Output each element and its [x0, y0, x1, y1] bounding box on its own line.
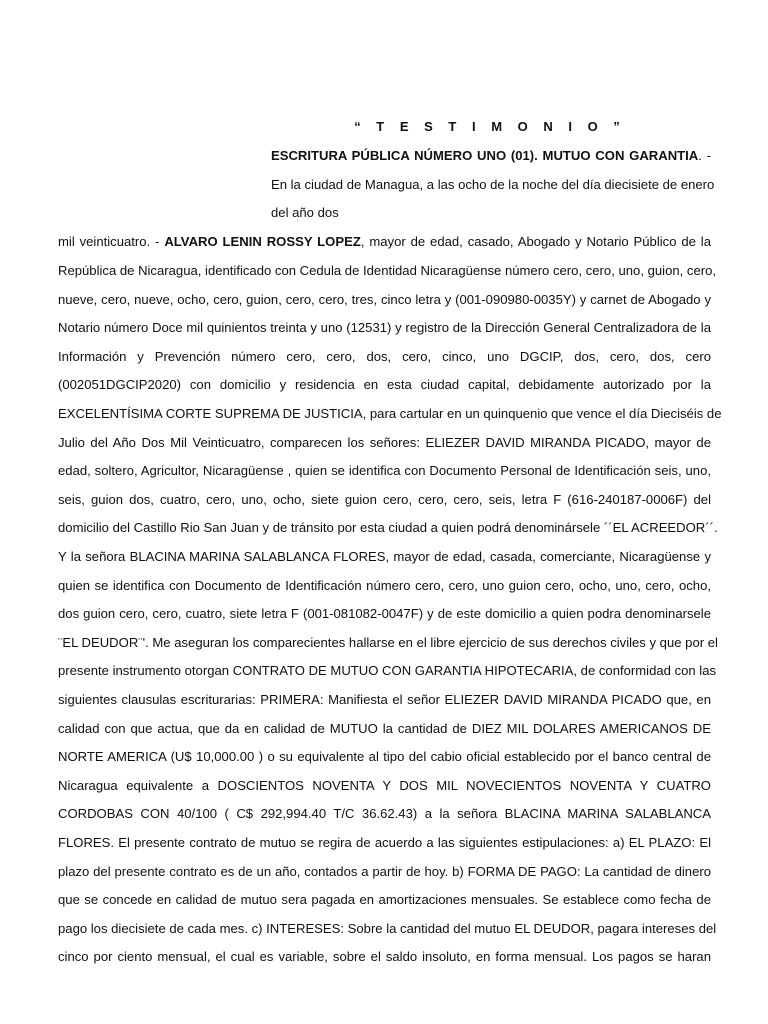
- intro-line: En la ciudad de Managua, a las ocho de la noche del día diecisiete de enero: [271, 177, 715, 192]
- document-title: “ T E S T I M O N I O ”: [354, 119, 626, 134]
- body-line: (002051DGCIP2020) con domicilio y residencia en esta ciudad capital, debidamente autorizado por la: [58, 377, 711, 393]
- body-line: plazo del presente contrato es de un año, contados a partir de hoy. b) FORMA DE PAGO: La cantidad de dinero: [58, 863, 711, 879]
- body-line: que se concede en calidad de mutuo sera pagada en amortizaciones mensuales. Se establece como fecha de: [58, 892, 711, 908]
- body-line: CORDOBAS CON 40/100 ( C$ 292,994.40 T/C 36.62.43) a la señora BLACINA MARINA SALABLANCA: [58, 806, 711, 822]
- body-line: Julio del Año Dos Mil Veinticuatro, comparecen los señores: ELIEZER DAVID MIRANDA PICADO, mayor de: [58, 434, 711, 450]
- body-line: quien se identifica con Documento de Identificación número cero, cero, uno guion cero, ocho, uno, cero, ocho,: [58, 577, 711, 593]
- notary-name: ALVARO LENIN ROSSY LOPEZ: [164, 234, 361, 249]
- body-first-line-rest: , mayor de edad, casado, Abogado y Notario Público de la: [360, 234, 711, 249]
- deed-heading: [271, 148, 711, 164]
- body-line: seis, guion dos, cuatro, cero, uno, ocho, siete guion cero, cero, cero, seis, letra F (616-240187-0006F) del: [58, 491, 711, 507]
- deed-heading-bold: ESCRITURA PÚBLICA NÚMERO UNO (01). MUTUO CON GARANTIA: [271, 148, 699, 163]
- body-line: presente instrumento otorgan CONTRATO DE MUTUO CON GARANTIA HIPOTECARIA, de conformidad con las: [58, 663, 717, 679]
- intro-line: del año dos: [271, 205, 339, 220]
- body-line: NORTE AMERICA (U$ 10,000.00 ) o su equivalente al tipo del cabio oficial establecido por el banco central de: [58, 749, 711, 765]
- body-first-line: [58, 234, 711, 250]
- body-line: cinco por ciento mensual, el cual es variable, sobre el saldo insoluto, en forma mensual. Los pagos se haran: [58, 949, 711, 965]
- body-line: pago los diecisiete de cada mes. c) INTERESES: Sobre la cantidad del mutuo EL DEUDOR, pagara intereses del: [58, 920, 717, 936]
- body-line: EXCELENTÍSIMA CORTE SUPREMA DE JUSTICIA, para cartular en un quinquenio que vence el día Dieciséis de: [58, 406, 722, 421]
- body-line: Información y Prevención número cero, cero, dos, cero, cinco, uno DGCIP, dos, cero, dos, cero: [58, 348, 711, 364]
- body-line: FLORES. El presente contrato de mutuo se regira de acuerdo a las siguientes estipulaciones: a) EL PLAZO: El: [58, 835, 711, 850]
- body-line: nueve, cero, nueve, ocho, cero, guion, cero, cero, tres, cinco letra y (001-090980-0035Y) y carnet de Abogado y: [58, 291, 711, 307]
- body-line: dos guion cero, cero, cuatro, siete letra F (001-081082-0047F) y de este domicilio a quien podra denominarsele: [58, 606, 711, 622]
- body-line: Y la señora BLACINA MARINA SALABLANCA FLORES, mayor de edad, casada, comerciante, Nicaragüense y: [58, 549, 711, 564]
- body-line: República de Nicaragua, identificado con Cedula de Identidad Nicaragüense número cero, cero, uno, guion, cero,: [58, 263, 717, 278]
- body-line: calidad con que actua, que da en calidad de MUTUO la cantidad de DIEZ MIL DOLARES AMERICANOS DE: [58, 720, 711, 736]
- body-first-line-lead: mil veinticuatro. -: [58, 234, 165, 249]
- body-line: ¨EL DEUDOR¨'. Me aseguran los comparecientes hallarse en el libre ejercicio de sus derechos civiles y que por el: [58, 634, 718, 650]
- body-line: Nicaragua equivalente a DOSCIENTOS NOVENTA Y DOS MIL NOVECIENTOS NOVENTA Y CUATRO: [58, 777, 711, 793]
- body-line: domicilio del Castillo Rio San Juan y de tránsito por esta ciudad a quien podrá denominársele ´´EL ACREEDOR´´.: [58, 520, 718, 536]
- deed-heading-tail: . -: [698, 148, 711, 163]
- body-line: siguientes clausulas escriturarias: PRIMERA: Manifiesta el señor ELIEZER DAVID MIRANDA PICADO que, en: [58, 692, 711, 707]
- body-line: Notario número Doce mil quinientos treinta y uno (12531) y registro de la Dirección General Centralizadora de la: [58, 320, 711, 336]
- body-line: edad, soltero, Agricultor, Nicaragüense , quien se identifica con Documento Personal de Identificación seis, uno,: [58, 463, 711, 479]
